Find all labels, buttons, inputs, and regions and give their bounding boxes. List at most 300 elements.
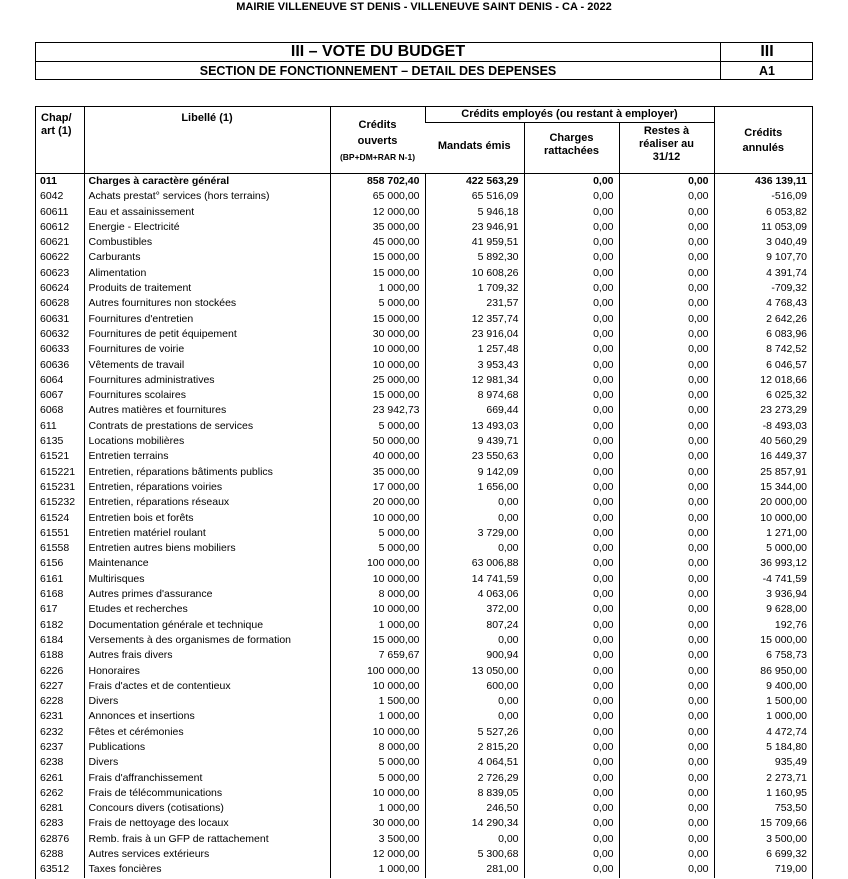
cell-charges: 0,00 xyxy=(524,327,619,342)
table-row xyxy=(36,694,812,709)
cell-charges: 0,00 xyxy=(524,648,619,663)
cell-restes: 0,00 xyxy=(619,495,714,510)
cell-charges: 0,00 xyxy=(524,847,619,862)
cell-charges: 0,00 xyxy=(524,725,619,740)
cell-chap: 6135 xyxy=(40,435,64,448)
cell-credits-ouverts: 15 000,00 xyxy=(330,266,425,281)
cell-restes: 0,00 xyxy=(619,709,714,724)
table-row xyxy=(36,679,812,694)
cell-annules: 5 184,80 xyxy=(714,740,812,755)
section-subcode: A1 xyxy=(759,64,775,78)
cell-libelle: Entretien terrains xyxy=(84,449,330,464)
cell-restes: 0,00 xyxy=(619,220,714,235)
cell-chap: 6283 xyxy=(40,817,64,830)
cell-charges: 0,00 xyxy=(524,541,619,556)
cell-mandats: 14 741,59 xyxy=(425,572,524,587)
cell-annules: 3 040,49 xyxy=(714,235,812,250)
cell-credits-ouverts: 858 702,40 xyxy=(330,174,425,190)
cell-mandats: 669,44 xyxy=(425,403,524,418)
col-annules-line2: annulés xyxy=(742,142,785,154)
cell-charges: 0,00 xyxy=(524,419,619,434)
cell-libelle: Concours divers (cotisations) xyxy=(84,801,330,816)
cell-charges: 0,00 xyxy=(524,174,619,190)
cell-libelle: Honoraires xyxy=(84,664,330,679)
table-row xyxy=(36,618,812,633)
cell-annules: 11 053,09 xyxy=(714,220,812,235)
table-row xyxy=(36,205,812,220)
cell-charges: 0,00 xyxy=(524,434,619,449)
cell-chap: 61551 xyxy=(40,526,70,539)
cell-chap: 6188 xyxy=(40,649,64,662)
cell-credits-ouverts: 5 000,00 xyxy=(330,755,425,770)
table-row xyxy=(36,816,812,831)
cell-charges: 0,00 xyxy=(524,480,619,495)
cell-chap: 6227 xyxy=(40,679,64,692)
cell-chap: 6238 xyxy=(40,756,64,769)
cell-libelle: Frais d'actes et de contentieux xyxy=(84,679,330,694)
cell-restes: 0,00 xyxy=(619,465,714,480)
cell-restes: 0,00 xyxy=(619,618,714,633)
cell-restes: 0,00 xyxy=(619,832,714,847)
cell-charges: 0,00 xyxy=(524,602,619,617)
cell-charges: 0,00 xyxy=(524,679,619,694)
cell-chap: 6232 xyxy=(40,725,64,738)
cell-charges: 0,00 xyxy=(524,266,619,281)
cell-annules: 20 000,00 xyxy=(714,495,812,510)
table-row xyxy=(36,358,812,373)
cell-restes: 0,00 xyxy=(619,847,714,862)
title-row-1 xyxy=(36,43,812,62)
cell-restes: 0,00 xyxy=(619,801,714,816)
cell-restes: 0,00 xyxy=(619,694,714,709)
cell-chap: 6226 xyxy=(40,664,64,677)
table-row xyxy=(36,434,812,449)
cell-mandats: 807,24 xyxy=(425,618,524,633)
cell-annules: 753,50 xyxy=(714,801,812,816)
cell-credits-ouverts: 5 000,00 xyxy=(330,541,425,556)
table-row xyxy=(36,495,812,510)
cell-annules: 12 018,66 xyxy=(714,373,812,388)
cell-chap: 611 xyxy=(40,419,57,432)
cell-annules: 6 083,96 xyxy=(714,327,812,342)
table-row xyxy=(36,342,812,357)
table-row xyxy=(36,801,812,816)
cell-credits-ouverts: 30 000,00 xyxy=(330,816,425,831)
cell-restes: 0,00 xyxy=(619,786,714,801)
cell-libelle: Entretien, réparations bâtiments publics xyxy=(84,465,330,480)
table-row xyxy=(36,740,812,755)
cell-chap: 6168 xyxy=(40,588,64,601)
cell-libelle: Produits de traitement xyxy=(84,281,330,296)
cell-annules: 40 560,29 xyxy=(714,434,812,449)
cell-chap: 60612 xyxy=(40,220,70,233)
cell-charges: 0,00 xyxy=(524,740,619,755)
cell-annules: 6 758,73 xyxy=(714,648,812,663)
cell-charges: 0,00 xyxy=(524,526,619,541)
table-row xyxy=(36,832,812,847)
cell-charges: 0,00 xyxy=(524,235,619,250)
cell-annules: 25 857,91 xyxy=(714,465,812,480)
budget-table xyxy=(36,107,812,878)
cell-chap: 61521 xyxy=(40,450,70,463)
cell-restes: 0,00 xyxy=(619,725,714,740)
cell-mandats: 1 656,00 xyxy=(425,480,524,495)
cell-credits-ouverts: 50 000,00 xyxy=(330,434,425,449)
cell-mandats: 9 439,71 xyxy=(425,434,524,449)
cell-credits-ouverts: 8 000,00 xyxy=(330,587,425,602)
cell-annules: 86 950,00 xyxy=(714,664,812,679)
cell-libelle: Fournitures de voirie xyxy=(84,342,330,357)
cell-libelle: Eau et assainissement xyxy=(84,205,330,220)
cell-chap: 011 xyxy=(36,174,84,190)
cell-credits-ouverts: 35 000,00 xyxy=(330,220,425,235)
table-body xyxy=(36,174,812,878)
cell-annules: 6 699,32 xyxy=(714,847,812,862)
cell-annules: 3 936,94 xyxy=(714,587,812,602)
cell-libelle: Locations mobilières xyxy=(84,434,330,449)
cell-chap: 60632 xyxy=(40,327,70,340)
cell-restes: 0,00 xyxy=(619,419,714,434)
cell-libelle: Autres services extérieurs xyxy=(84,847,330,862)
cell-chap: 6281 xyxy=(40,802,64,815)
budget-table-container xyxy=(35,106,813,879)
table-row xyxy=(36,633,812,648)
cell-restes: 0,00 xyxy=(619,373,714,388)
cell-chap: 60633 xyxy=(40,343,70,356)
col-mandats-header: Mandats émis xyxy=(437,140,511,153)
cell-restes: 0,00 xyxy=(619,434,714,449)
cell-restes: 0,00 xyxy=(619,511,714,526)
cell-mandats: 65 516,09 xyxy=(425,189,524,204)
cell-mandats: 600,00 xyxy=(425,679,524,694)
cell-annules: 436 139,11 xyxy=(714,174,812,190)
cell-mandats: 281,00 xyxy=(425,862,524,877)
cell-restes: 0,00 xyxy=(619,664,714,679)
col-restes-line2: réaliser au xyxy=(638,138,695,151)
title-box xyxy=(35,42,813,80)
cell-credits-ouverts: 17 000,00 xyxy=(330,480,425,495)
section-subtitle: SECTION DE FONCTIONNEMENT – DETAIL DES DEPENSES xyxy=(36,62,721,80)
cell-credits-ouverts: 1 500,00 xyxy=(330,694,425,709)
cell-annules: 4 768,43 xyxy=(714,296,812,311)
table-row xyxy=(36,174,812,190)
cell-restes: 0,00 xyxy=(619,816,714,831)
section-title: III – VOTE DU BUDGET xyxy=(36,43,721,61)
cell-restes: 0,00 xyxy=(619,327,714,342)
cell-mandats: 10 608,26 xyxy=(425,266,524,281)
cell-mandats: 0,00 xyxy=(425,633,524,648)
cell-chap: 60622 xyxy=(40,251,70,264)
cell-credits-ouverts: 5 000,00 xyxy=(330,526,425,541)
cell-credits-ouverts: 10 000,00 xyxy=(330,358,425,373)
cell-credits-ouverts: 8 000,00 xyxy=(330,740,425,755)
cell-credits-ouverts: 15 000,00 xyxy=(330,388,425,403)
cell-restes: 0,00 xyxy=(619,648,714,663)
cell-charges: 0,00 xyxy=(524,786,619,801)
cell-mandats: 3 953,43 xyxy=(425,358,524,373)
cell-libelle: Entretien, réparations voiries xyxy=(84,480,330,495)
cell-mandats: 23 916,04 xyxy=(425,327,524,342)
cell-charges: 0,00 xyxy=(524,618,619,633)
cell-charges: 0,00 xyxy=(524,572,619,587)
cell-chap: 60611 xyxy=(40,205,69,218)
table-row xyxy=(36,725,812,740)
col-charges-line1: Charges xyxy=(549,132,594,145)
cell-mandats: 12 981,34 xyxy=(425,373,524,388)
cell-mandats: 8 839,05 xyxy=(425,786,524,801)
cell-libelle: Autres matières et fournitures xyxy=(84,403,330,418)
cell-chap: 6231 xyxy=(40,710,64,723)
cell-libelle: Fournitures scolaires xyxy=(84,388,330,403)
table-row xyxy=(36,556,812,571)
cell-mandats: 12 357,74 xyxy=(425,312,524,327)
cell-mandats: 0,00 xyxy=(425,511,524,526)
cell-annules: -709,32 xyxy=(714,281,812,296)
cell-mandats: 2 726,29 xyxy=(425,771,524,786)
cell-chap: 6288 xyxy=(40,848,64,861)
cell-charges: 0,00 xyxy=(524,465,619,480)
cell-annules: 4 391,74 xyxy=(714,266,812,281)
cell-chap: 60636 xyxy=(40,358,70,371)
table-row xyxy=(36,526,812,541)
col-annules-line1: Crédits xyxy=(744,127,783,139)
table-row xyxy=(36,327,812,342)
col-charges-line2: rattachées xyxy=(543,145,600,158)
cell-restes: 0,00 xyxy=(619,266,714,281)
cell-credits-ouverts: 3 500,00 xyxy=(330,832,425,847)
cell-credits-ouverts: 100 000,00 xyxy=(330,664,425,679)
cell-annules: 1 160,95 xyxy=(714,786,812,801)
cell-libelle: Autres primes d'assurance xyxy=(84,587,330,602)
cell-charges: 0,00 xyxy=(524,511,619,526)
table-row xyxy=(36,220,812,235)
cell-libelle: Fournitures d'entretien xyxy=(84,312,330,327)
table-row xyxy=(36,755,812,770)
cell-restes: 0,00 xyxy=(619,740,714,755)
cell-charges: 0,00 xyxy=(524,312,619,327)
cell-restes: 0,00 xyxy=(619,633,714,648)
cell-charges: 0,00 xyxy=(524,587,619,602)
col-restes-line1: Restes à xyxy=(643,125,690,138)
cell-chap: 6261 xyxy=(40,771,64,784)
cell-mandats: 5 527,26 xyxy=(425,725,524,740)
cell-restes: 0,00 xyxy=(619,358,714,373)
cell-libelle: Charges à caractère général xyxy=(84,174,330,190)
cell-annules: 3 500,00 xyxy=(714,832,812,847)
cell-chap: 6068 xyxy=(40,404,64,417)
cell-restes: 0,00 xyxy=(619,388,714,403)
cell-credits-ouverts: 10 000,00 xyxy=(330,572,425,587)
table-row xyxy=(36,480,812,495)
cell-restes: 0,00 xyxy=(619,862,714,877)
col-chap-line2: art (1) xyxy=(41,125,72,137)
col-chap-line1: Chap/ xyxy=(41,112,72,124)
col-chap-header xyxy=(36,107,84,174)
cell-charges: 0,00 xyxy=(524,755,619,770)
cell-libelle: Fournitures de petit équipement xyxy=(84,327,330,342)
cell-annules: 15 344,00 xyxy=(714,480,812,495)
cell-chap: 60623 xyxy=(40,266,70,279)
cell-credits-ouverts: 10 000,00 xyxy=(330,342,425,357)
cell-credits-ouverts: 10 000,00 xyxy=(330,786,425,801)
cell-annules: 4 472,74 xyxy=(714,725,812,740)
cell-restes: 0,00 xyxy=(619,480,714,495)
table-row xyxy=(36,250,812,265)
cell-restes: 0,00 xyxy=(619,174,714,190)
table-row xyxy=(36,296,812,311)
cell-mandats: 4 063,06 xyxy=(425,587,524,602)
cell-chap: 615221 xyxy=(40,465,76,478)
cell-libelle: Combustibles xyxy=(84,235,330,250)
table-row xyxy=(36,862,812,877)
table-row xyxy=(36,771,812,786)
cell-mandats: 1 709,32 xyxy=(425,281,524,296)
cell-annules: 23 273,29 xyxy=(714,403,812,418)
cell-chap: 61558 xyxy=(40,542,70,555)
cell-credits-ouverts: 5 000,00 xyxy=(330,296,425,311)
cell-libelle: Alimentation xyxy=(84,266,330,281)
cell-libelle: Vêtements de travail xyxy=(84,358,330,373)
cell-mandats: 372,00 xyxy=(425,602,524,617)
cell-credits-ouverts: 12 000,00 xyxy=(330,205,425,220)
cell-chap: 6262 xyxy=(40,786,64,799)
cell-mandats: 246,50 xyxy=(425,801,524,816)
cell-chap: 6182 xyxy=(40,618,64,631)
cell-annules: 36 993,12 xyxy=(714,556,812,571)
table-row xyxy=(36,709,812,724)
cell-mandats: 5 300,68 xyxy=(425,847,524,862)
title-row-2 xyxy=(36,62,812,80)
cell-mandats: 0,00 xyxy=(425,709,524,724)
cell-credits-ouverts: 10 000,00 xyxy=(330,725,425,740)
cell-mandats: 13 493,03 xyxy=(425,419,524,434)
cell-annules: 6 025,32 xyxy=(714,388,812,403)
cell-restes: 0,00 xyxy=(619,771,714,786)
cell-chap: 6237 xyxy=(40,740,64,753)
section-code: III xyxy=(760,43,774,60)
cell-annules: 9 400,00 xyxy=(714,679,812,694)
table-row xyxy=(36,511,812,526)
cell-charges: 0,00 xyxy=(524,862,619,877)
cell-credits-ouverts: 1 000,00 xyxy=(330,862,425,877)
col-credits-ouverts-line2: ouverts xyxy=(357,135,398,147)
cell-annules: 2 642,26 xyxy=(714,312,812,327)
cell-mandats: 41 959,51 xyxy=(425,235,524,250)
cell-annules: -4 741,59 xyxy=(714,572,812,587)
col-restes-line3: 31/12 xyxy=(652,151,681,164)
cell-credits-ouverts: 5 000,00 xyxy=(330,419,425,434)
cell-annules: 1 271,00 xyxy=(714,526,812,541)
cell-annules: 9 107,70 xyxy=(714,250,812,265)
table-row xyxy=(36,602,812,617)
table-row xyxy=(36,266,812,281)
cell-libelle: Maintenance xyxy=(84,556,330,571)
cell-annules: 5 000,00 xyxy=(714,541,812,556)
cell-restes: 0,00 xyxy=(619,235,714,250)
cell-restes: 0,00 xyxy=(619,556,714,571)
cell-mandats: 0,00 xyxy=(425,495,524,510)
table-row xyxy=(36,373,812,388)
cell-chap: 60624 xyxy=(40,282,70,295)
cell-restes: 0,00 xyxy=(619,296,714,311)
cell-restes: 0,00 xyxy=(619,250,714,265)
cell-credits-ouverts: 1 000,00 xyxy=(330,709,425,724)
cell-libelle: Remb. frais à un GFP de rattachement xyxy=(84,832,330,847)
cell-mandats: 0,00 xyxy=(425,541,524,556)
cell-restes: 0,00 xyxy=(619,312,714,327)
cell-mandats: 5 946,18 xyxy=(425,205,524,220)
cell-mandats: 900,94 xyxy=(425,648,524,663)
cell-mandats: 8 974,68 xyxy=(425,388,524,403)
table-row xyxy=(36,664,812,679)
cell-chap: 63512 xyxy=(40,863,70,876)
cell-credits-ouverts: 1 000,00 xyxy=(330,618,425,633)
cell-chap: 6067 xyxy=(40,389,64,402)
cell-chap: 6064 xyxy=(40,373,64,386)
cell-restes: 0,00 xyxy=(619,572,714,587)
col-credits-ouverts-header xyxy=(330,107,425,174)
cell-charges: 0,00 xyxy=(524,220,619,235)
cell-mandats: 422 563,29 xyxy=(425,174,524,190)
table-row xyxy=(36,648,812,663)
cell-libelle: Multirisques xyxy=(84,572,330,587)
cell-libelle: Fournitures administratives xyxy=(84,373,330,388)
cell-annules: 8 742,52 xyxy=(714,342,812,357)
cell-mandats: 14 290,34 xyxy=(425,816,524,831)
cell-credits-ouverts: 35 000,00 xyxy=(330,465,425,480)
cell-mandats: 0,00 xyxy=(425,832,524,847)
col-credits-employes-header: Crédits employés (ou restant à employer) xyxy=(425,107,714,123)
cell-libelle: Frais de nettoyage des locaux xyxy=(84,816,330,831)
table-row xyxy=(36,541,812,556)
table-row xyxy=(36,587,812,602)
cell-mandats: 13 050,00 xyxy=(425,664,524,679)
cell-restes: 0,00 xyxy=(619,449,714,464)
cell-credits-ouverts: 100 000,00 xyxy=(330,556,425,571)
cell-chap: 615231 xyxy=(40,480,76,493)
cell-credits-ouverts: 1 000,00 xyxy=(330,281,425,296)
cell-libelle: Documentation générale et technique xyxy=(84,618,330,633)
table-row xyxy=(36,235,812,250)
cell-libelle: Divers xyxy=(84,755,330,770)
cell-credits-ouverts: 15 000,00 xyxy=(330,312,425,327)
cell-chap: 6228 xyxy=(40,695,64,708)
cell-chap: 61524 xyxy=(40,511,70,524)
cell-annules: 6 046,57 xyxy=(714,358,812,373)
col-credits-ouverts-line1: Crédits xyxy=(358,119,397,131)
cell-mandats: 23 550,63 xyxy=(425,449,524,464)
cell-libelle: Frais de télécommunications xyxy=(84,786,330,801)
cell-credits-ouverts: 5 000,00 xyxy=(330,771,425,786)
cell-charges: 0,00 xyxy=(524,250,619,265)
cell-chap: 62876 xyxy=(40,832,70,845)
cell-libelle: Versements à des organismes de formation xyxy=(84,633,330,648)
cell-credits-ouverts: 15 000,00 xyxy=(330,633,425,648)
cell-credits-ouverts: 65 000,00 xyxy=(330,189,425,204)
cell-restes: 0,00 xyxy=(619,281,714,296)
cell-chap: 617 xyxy=(40,603,58,616)
table-row xyxy=(36,281,812,296)
cell-libelle: Autres frais divers xyxy=(84,648,330,663)
cell-mandats: 63 006,88 xyxy=(425,556,524,571)
document-header: MAIRIE VILLENEUVE ST DENIS - VILLENEUVE SAINT DENIS - CA - 2022 xyxy=(236,1,612,13)
cell-credits-ouverts: 1 000,00 xyxy=(330,801,425,816)
cell-annules: 935,49 xyxy=(714,755,812,770)
cell-mandats: 2 815,20 xyxy=(425,740,524,755)
cell-annules: 192,76 xyxy=(714,618,812,633)
cell-charges: 0,00 xyxy=(524,495,619,510)
cell-annules: 1 500,00 xyxy=(714,694,812,709)
